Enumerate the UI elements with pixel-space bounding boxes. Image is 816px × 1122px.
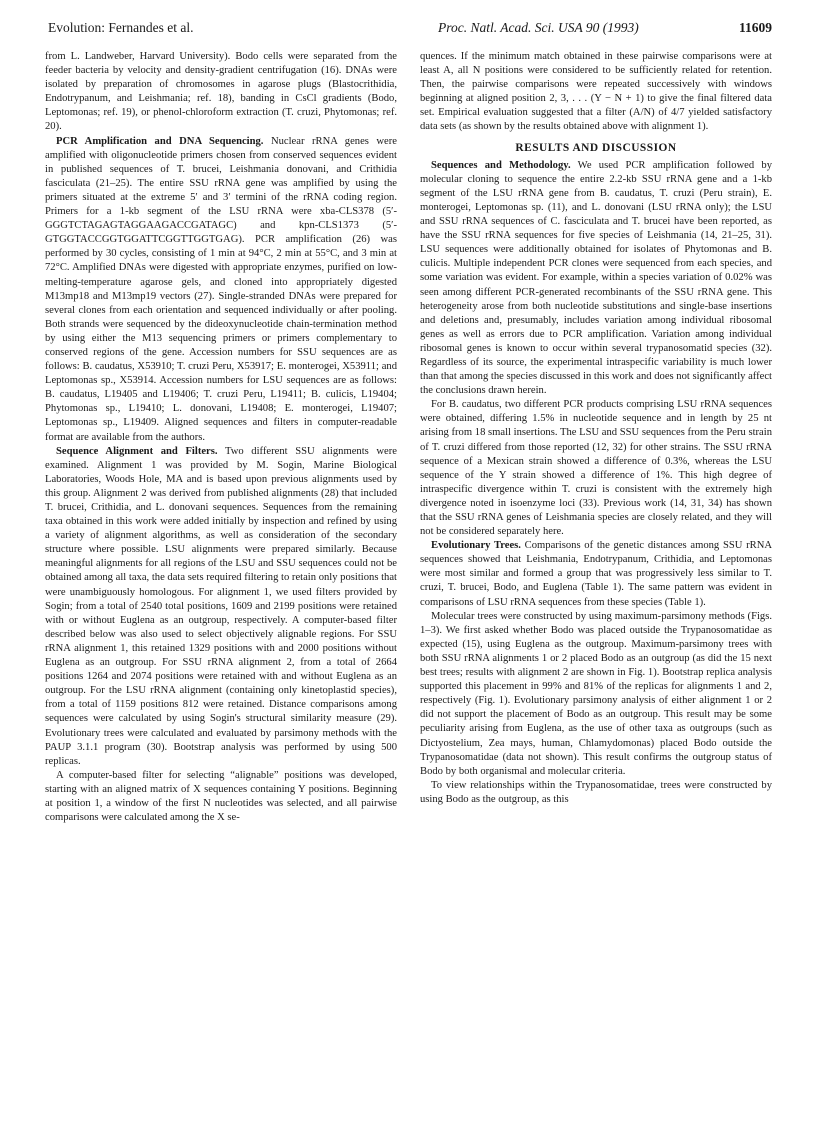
header-journal: Proc. Natl. Acad. Sci. USA 90 (1993) bbox=[438, 20, 639, 35]
running-header bbox=[48, 20, 772, 42]
runin-heading-alignment: Sequence Alignment and Filters. bbox=[56, 445, 218, 457]
left-column bbox=[45, 50, 397, 825]
paragraph-trypanosomatidae: To view relationships within the Trypanosomatidae, trees were constructed by using Bodo as the outgroup, as this bbox=[420, 779, 772, 805]
paragraph-materials-continued: from L. Landweber, Harvard University). Bodo cells were separated from the feeder bacteria by velocity and density-gradient centrifugation (16). DNAs were isolated by preparation of chromosomes in agarose plugs (Blastocrithidia, Endotrypanum, and Leishmania; ref. 18), banding in CsCl gradients (Bodo, Leptomonas; ref. 19), or phenol-chloroform extraction (T. cruzi, Phytomonas; ref. 20). bbox=[45, 51, 397, 133]
paragraph-evolutionary-trees bbox=[420, 539, 772, 609]
section-heading-results: RESULTS AND DISCUSSION bbox=[515, 141, 677, 154]
paragraph-filter-method: A computer-based filter for selecting “alignable” positions was developed, starting with an aligned matrix of X sequences containing Y positions. Beginning at position 1, a window of the first N nucleotides was selected, and all pairwise comparisons were calculated among the X se- bbox=[45, 769, 397, 824]
paragraph-alignment-body: Two different SSU alignments were examined. Alignment 1 was provided by M. Sogin, Marine Biological Laboratories, Woods Hole, MA and is based upon previous alignments used by this group. Alignment 2 was derived from published alignments (28) that included T. brucei, Crithidia, and L. donovani sequences. Sequences from the remaining taxa obtained in this work were added initially by inspection and refined by using a variety of alignment algorithms, as well as consideration of the secondary structure where possible. LSU alignments were prepared similarly. Because meaningful alignments for all regions of the LSU and SSU sequences could not be obtained among all taxa, the data sets required filtering to retain only positions that were unambiguously homologous. For alignment 1, we used filters provided by Sogin; from a total of 2540 total positions, 1609 and 2199 positions were retained with or without Euglena as an outgroup, respectively. A computer-based filter described below was also used to select objectively alignable regions. For SSU rRNA alignment 1, this retained 1329 positions with and 2000 positions without Euglena as an outgroup. For SSU rRNA alignment 2, from a total of 2664 positions 1264 and 2074 positions were retained with and without Euglena as an outgroup. For the LSU rRNA alignment (containing only kinetoplastid species), from a total of 1159 positions 812 were retained. Distance comparisons among sequences were calculated by using Sogin's structural similarity measure (29). Evolutionary trees were calculated and evaluated by parsimony methods with the PAUP 3.1.1 program (30). Bootstrap analysis was performed by using 500 replicas. bbox=[45, 445, 397, 767]
runin-heading-sequences: Sequences and Methodology. bbox=[431, 159, 571, 171]
right-column bbox=[420, 50, 772, 807]
paragraph-sequences-body: We used PCR amplification followed by molecular cloning to sequence the entire 2.2-kb SSU rRNA gene and a 1-kb segment of the LSU rRNA gene from B. caudatus, T. cruzi (Peru strain), E. monterogei, Leptomonas sp. (11), and L. donovani (LSU rRNA only); the LSU and SSU rRNA sequences of C. fasciculata and T. brucei have been reported, as have the SSU rRNA sequences for five species of Leishmania (14, 21–25, 31). LSU sequences were additionally obtained for isolates of Phytomonas and B. culicis. Multiple independent PCR clones were sequenced from each species, and some variation was evident. For example, within a species variation of 0.02% was seen among different PCR-generated recombinants of the SSU rRNA gene. This heterogeneity arose from both nucleotide substitutions and single-base insertions and deletions and, presumably, includes variation among individual ribosomal genes as well as errors due to PCR amplification. Variation among individual ribosomal genes is known to occur within several trypanosomatid species (32). Regardless of its source, the experimental intraspecific variability is much lower than that among the species discussed in this work and does not significantly affect the conclusions drawn herein. bbox=[420, 159, 772, 397]
paragraph-sequences-methodology bbox=[420, 159, 772, 399]
paragraph-filter-continued: quences. If the minimum match obtained in these pairwise comparisons were at least A, all N positions were considered to be sufficiently related for retention. Then, the pairwise comparisons were repeated successively with windows beginning at aligned position 2, 3, . . . (Y − N + 1) to give the final filtered data set. Empirical evaluation suggested that a filter (A/N) of 4/7 yielded satisfactory data sets (as shown by the results obtained above with alignment 1). bbox=[420, 51, 772, 133]
paragraph-trees-body: Comparisons of the genetic distances among SSU rRNA sequences showed that Leishmania, Endotrypanum, Crithidia, and Leptomonas were most similar and formed a group that was progressively less similar to T. cruzi, T. brucei, Bodo, and Euglena (Table 1). The same pattern was evident in comparisons of LSU rRNA sequences from these species (Table 1). bbox=[420, 540, 772, 608]
paragraph-bodo-caudatus: For B. caudatus, two different PCR products comprising LSU rRNA sequences were obtained, differing 1.5% in nucleotide sequence and in length by 25 nt arising from 18 small insertions. The LSU and SSU sequences from the Peru strain of T. cruzi differed from those reported (12, 32) for other strains. The SSU rRNA sequence of a Mexican strain showed a difference of 0.3%, whereas the LSU sequence of the Y strain showed a difference of 1%. This high degree of intraspecific divergence within T. cruzi is consistent with the extremely high divergence noted in isoenzyme loci (33). Previous work (14, 31, 34) has shown that the SSU rRNA genes of Leishmania species are closely related, and they will not be considered separately here. bbox=[420, 399, 772, 538]
page-number: 11609 bbox=[738, 20, 772, 35]
runin-heading-trees: Evolutionary Trees. bbox=[431, 540, 521, 552]
paragraph-sequence-alignment bbox=[45, 445, 397, 769]
paragraph-pcr-body: Nuclear rRNA genes were amplified with oligonucleotide primers chosen from conserved sequences evident in published sequences of T. brucei, Leishmania donovani, and Crithidia fasciculata (21–25). The entire SSU rRNA gene was amplified by using the primers situated at the extreme 5′ and 3′ termini of the rRNA coding region. Primers for a 1-kb segment of the LSU rRNA were xba-CLS378 (5′-GGGTCTAGAGTAGGAAGACCGATAGC) and kpn-CLS1373 (5′-GTGGTACCGGTGGATTCGGTTGGTGAG). PCR amplification (26) was performed by 30 cycles, consisting of 1 min at 94°C, 2 min at 55°C, and 3 min at 72°C. Amplified DNAs were digested with appropriate enzymes, purified on low-melting-temperature agarose gels, and cloned into appropriately digested M13mp18 and M13mp19 vectors (27). Single-stranded DNAs were prepared for several clones from each orientation and sequenced individually or after pooling. Both strands were sequenced by the dideoxynucleotide chain-termination method by using either the M13 sequencing primers or primers complementary to conserved regions of the gene. Accession numbers for SSU sequences are as follows: B. caudatus, X53910; T. cruzi Peru, X53917; E. monterogei, X53911; and Leptomonas sp., X53914. Accession numbers for LSU sequences are as follows: B. caudatus, L19405 and L19406; T. cruzi Peru, L19411; B. culicis, L19404; Phytomonas sp., L19410; L. donovani, L19408; E. monterogei, L19407; Leptomonas sp., L19409. Aligned sequences and filters in computer-readable format are available from the authors. bbox=[45, 135, 397, 443]
paragraph-pcr-amplification bbox=[45, 135, 397, 445]
paragraph-parsimony: Molecular trees were constructed by using maximum-parsimony methods (Figs. 1–3). We first asked whether Bodo was placed outside the Trypanosomatidae as expected (15), using Euglena as the outgroup. Maximum-parsimony trees with both SSU rRNA alignments 1 or 2 placed Bodo as an outgroup (as did the 15 next best trees; results with alignment 2 are shown in Fig. 1). Bootstrap replica analysis supported this placement in 99% and 81% of the replicas for alignments 1 and 2, respectively (Fig. 1). Evolutionary parsimony analysis of either alignment 1 or 2 did not support the placement of Bodo as an outgroup. This result may be some peculiarity arising from Euglena, as the use of other taxa as outgroups (such as Dictyostelium, Zea mays, human, Chlamydomonas) placed Bodo outside the Trypanosomatidae (data not shown). This result confirms the outgroup status of Bodo by both organismal and molecular criteria. bbox=[420, 610, 772, 777]
header-authors: Evolution: Fernandes et al. bbox=[48, 20, 194, 35]
runin-heading-pcr: PCR Amplification and DNA Sequencing. bbox=[56, 135, 264, 147]
